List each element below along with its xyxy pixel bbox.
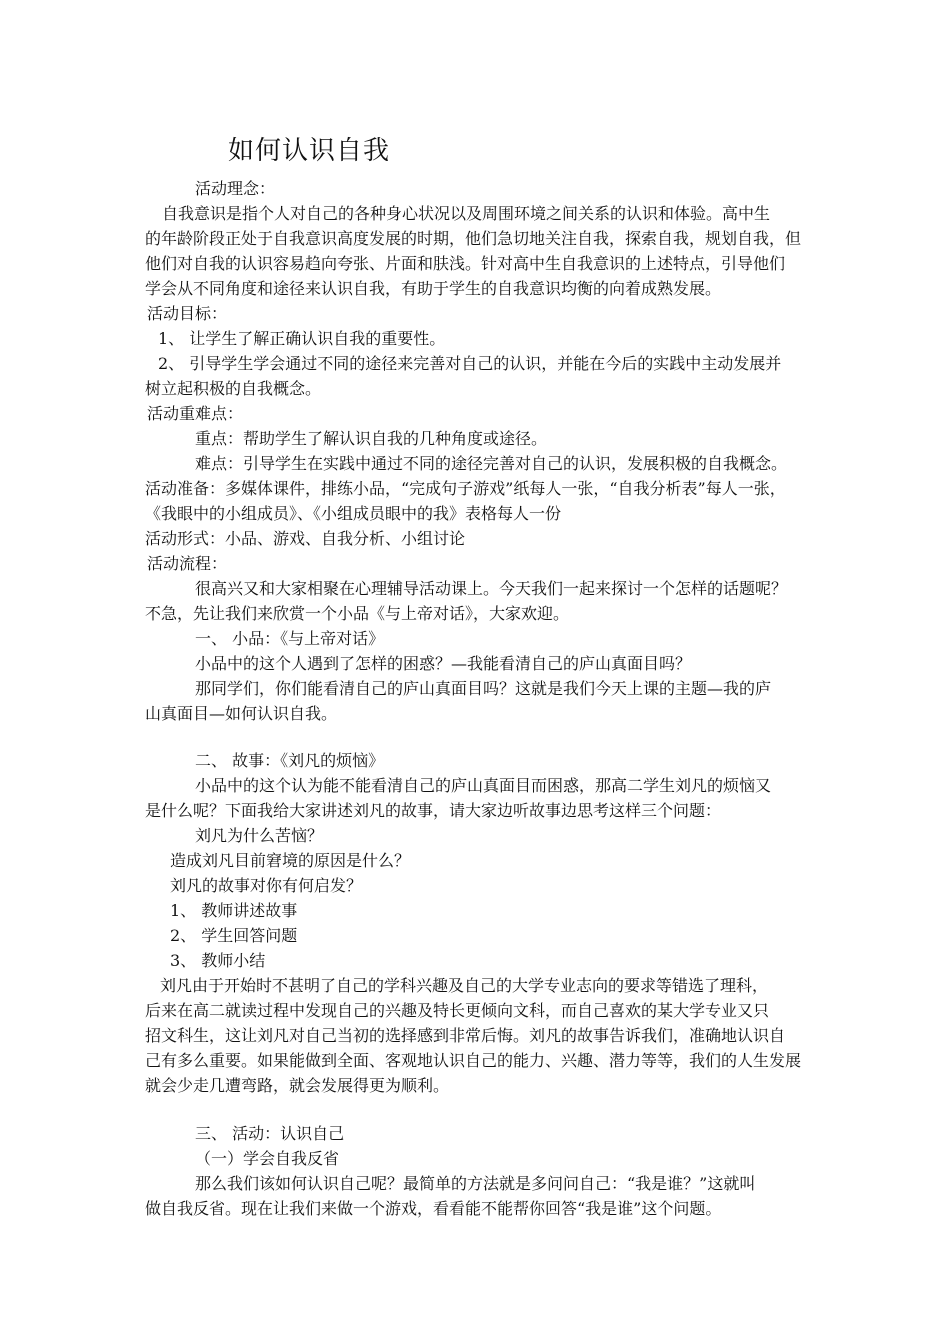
text-line: 自我意识是指个人对自己的各种身心状况以及周围环境之间关系的认识和体验。高中生 xyxy=(162,204,771,223)
text-line: 活动目标： xyxy=(147,304,228,323)
text-line: 那同学们，你们能看清自己的庐山真面目吗？这就是我们今天上课的主题—我的庐 xyxy=(195,679,772,698)
text-line: 做自我反省。现在让我们来做一个游戏，看看能不能帮你回答“我是谁”这个问题。 xyxy=(145,1199,722,1218)
text-line: 二、 故事：《刘凡的烦恼》 xyxy=(195,751,385,770)
text-line: 刘凡为什么苦恼？ xyxy=(195,826,324,845)
text-line: 2、 引导学生学会通过不同的途径来完善对自己的认识，并能在今后的实践中主动发展并 xyxy=(158,354,782,373)
text-line: 1、 让学生了解正确认识自我的重要性。 xyxy=(158,329,446,348)
text-line: 山真面目—如何认识自我。 xyxy=(145,704,338,723)
text-line: 招文科生，这让刘凡对自己当初的选择感到非常后悔。刘凡的故事告诉我们，准确地认识自 xyxy=(145,1026,786,1045)
text-line: 小品中的这个人遇到了怎样的困惑？—我能看清自己的庐山真面目吗？ xyxy=(195,654,692,673)
text-line: 的年龄阶段正处于自我意识高度发展的时期，他们急切地关注自我，探索自我，规划自我，但 xyxy=(145,229,802,248)
text-line: 1、 教师讲述故事 xyxy=(170,901,298,920)
text-line: 树立起积极的自我概念。 xyxy=(145,379,322,398)
text-line: 是什么呢？下面我给大家讲述刘凡的故事，请大家边听故事边思考这样三个问题： xyxy=(145,801,722,820)
text-line: 活动准备：多媒体课件，排练小品，“完成句子游戏”纸每人一张，“自我分析表”每人一张， xyxy=(145,479,786,498)
text-line: 难点：引导学生在实践中通过不同的途径完善对自己的认识，发展积极的自我概念。 xyxy=(195,454,788,473)
text-line: 很高兴又和大家相聚在心理辅导活动课上。今天我们一起来探讨一个怎样的话题呢？ xyxy=(195,579,788,598)
text-line: 那么我们该如何认识自己呢？最简单的方法就是多问问自己：“我是谁？”这就叫 xyxy=(195,1174,756,1193)
document-title: 如何认识自我 xyxy=(228,136,391,166)
text-line: 三、 活动：认识自己 xyxy=(195,1124,345,1143)
text-line: 活动重难点： xyxy=(147,404,244,423)
text-line: 就会少走几遭弯路，就会发展得更为顺利。 xyxy=(145,1076,450,1095)
text-line: 后来在高二就读过程中发现自己的兴趣及特长更倾向文科，而自己喜欢的某大学专业又只 xyxy=(145,1001,770,1020)
text-line: 学会从不同角度和途径来认识自我，有助于学生的自我意识均衡的向着成熟发展。 xyxy=(145,279,722,298)
text-line: 一、 小品：《与上帝对话》 xyxy=(195,629,385,648)
text-line: 刘凡的故事对你有何启发？ xyxy=(170,876,363,895)
text-line: （一）学会自我反省 xyxy=(195,1149,340,1168)
text-line: 不急，先让我们来欣赏一个小品《与上帝对话》，大家欢迎。 xyxy=(145,604,570,623)
text-line: 己有多么重要。如果能做到全面、客观地认识自己的能力、兴趣、潜力等等，我们的人生发展 xyxy=(145,1051,802,1070)
text-line: 重点：帮助学生了解认识自我的几种角度或途径。 xyxy=(195,429,548,448)
text-line: 《我眼中的小组成员》、《小组成员眼中的我》表格每人一份 xyxy=(145,504,562,523)
text-line: 活动理念： xyxy=(195,179,276,198)
text-line: 活动流程： xyxy=(147,554,228,573)
text-line: 刘凡由于开始时不甚明了自己的学科兴趣及自己的大学专业志向的要求等错选了理科， xyxy=(160,976,769,995)
text-line: 2、 学生回答问题 xyxy=(170,926,298,945)
text-line: 活动形式：小品、游戏、自我分析、小组讨论 xyxy=(145,529,466,548)
text-line: 小品中的这个认为能不能看清自己的庐山真面目而困惑，那高二学生刘凡的烦恼又 xyxy=(195,776,772,795)
text-line: 他们对自我的认识容易趋向夸张、片面和肤浅。针对高中生自我意识的上述特点，引导他们 xyxy=(145,254,786,273)
text-line: 造成刘凡目前窘境的原因是什么？ xyxy=(170,851,411,870)
text-line: 3、 教师小结 xyxy=(170,951,266,970)
